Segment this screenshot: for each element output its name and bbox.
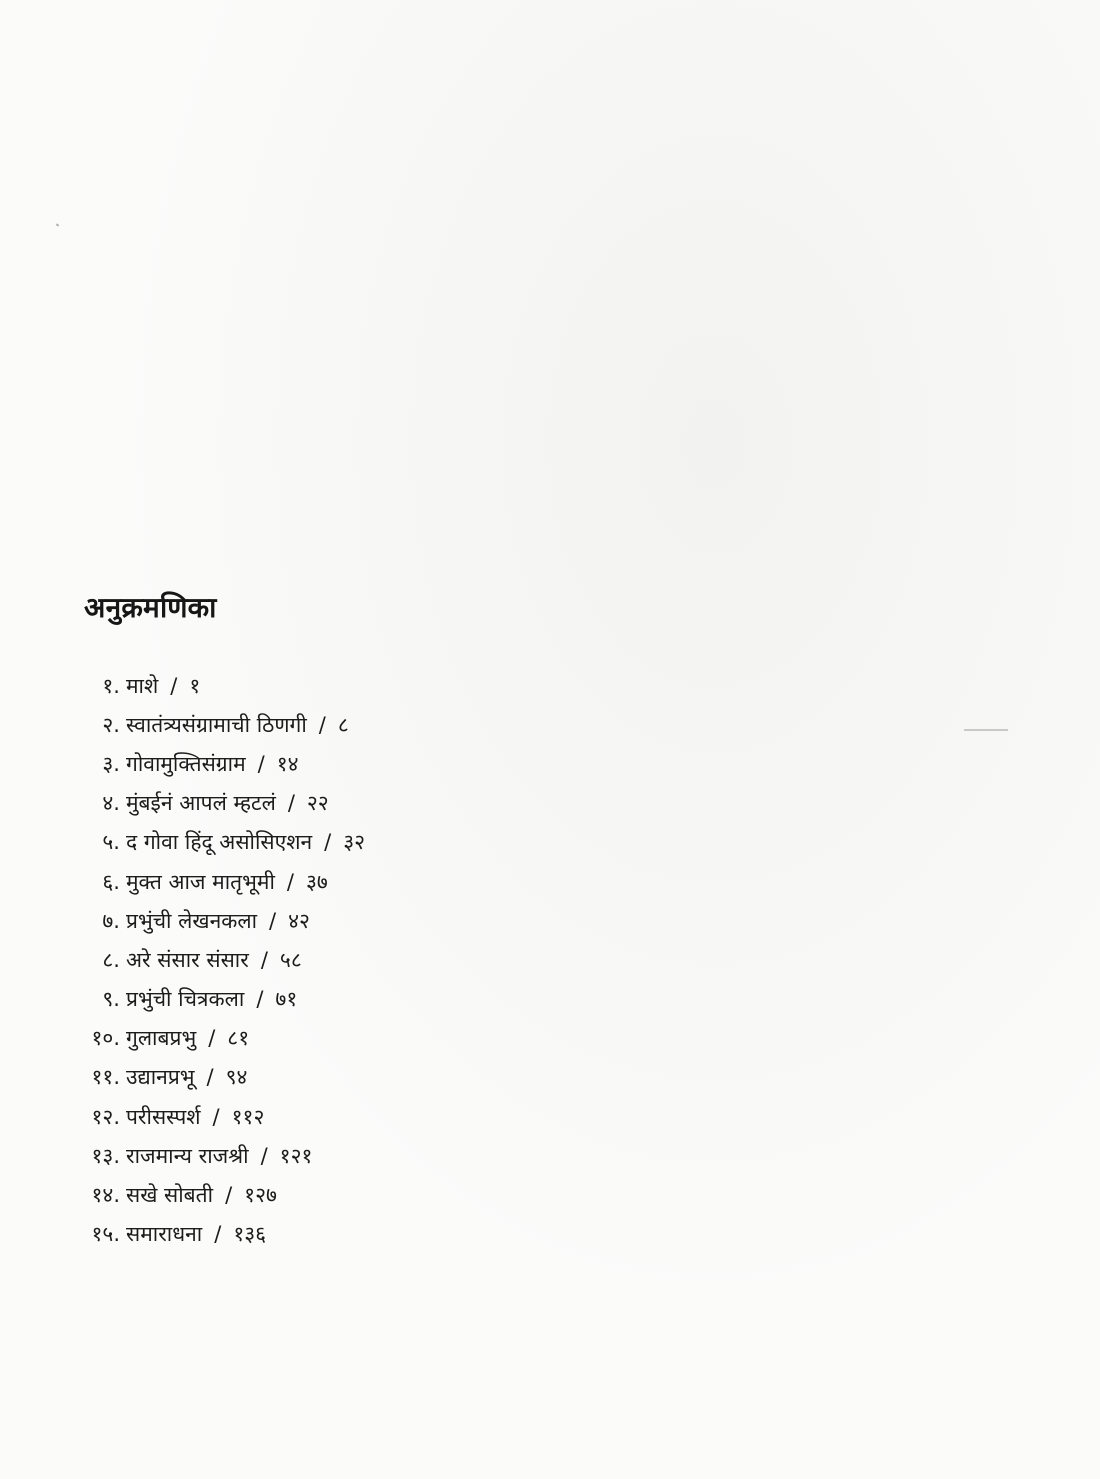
scan-mark [964, 729, 1008, 731]
scan-speck [56, 223, 60, 226]
toc-entry-number: ७. [102, 908, 120, 933]
toc-entry-number: १२. [91, 1104, 120, 1129]
toc-entry-title: द गोवा हिंदू असोसिएशन [126, 830, 313, 855]
toc-entry [70, 1215, 365, 1254]
toc-entry-title: प्रभुंची चित्रकला [126, 987, 245, 1012]
toc-entry-separator: / [260, 947, 268, 972]
toc-entry-title: समाराधना [126, 1222, 203, 1247]
toc-entry-number: ९. [102, 987, 120, 1012]
toc-entry-page: १३६ [233, 1222, 267, 1247]
toc-entry-number: १०. [91, 1026, 120, 1051]
toc-entry-title: परीसस्पर्श [126, 1104, 201, 1129]
toc-entry-separator: / [257, 751, 265, 776]
toc-entry-page: ३२ [343, 830, 366, 855]
toc-list [70, 666, 365, 1254]
toc-entry-number: ३. [102, 751, 120, 776]
toc-entry-number: १३. [91, 1143, 120, 1168]
toc-entry [70, 784, 365, 823]
toc-entry [70, 705, 365, 744]
toc-entry-title: मुंबईनं आपलं म्हटलं [126, 791, 276, 816]
toc-entry-separator: / [212, 1104, 220, 1129]
toc-entry [70, 666, 365, 705]
toc-entry-separator: / [286, 869, 294, 894]
toc-entry [70, 1097, 365, 1136]
toc-entry-page: १ [189, 673, 201, 698]
toc-entry-separator: / [269, 908, 277, 933]
toc-entry-number: १५. [91, 1222, 120, 1247]
toc-entry-number: ८. [102, 947, 120, 972]
toc-entry-number: ११. [91, 1065, 120, 1090]
toc-entry-page: ३७ [305, 869, 328, 894]
toc-entry-title: राजमान्य राजश्री [126, 1143, 249, 1168]
toc-entry-title: गुलाबप्रभु [126, 1026, 197, 1051]
toc-entry-separator: / [208, 1026, 216, 1051]
toc-entry-separator: / [225, 1183, 233, 1208]
toc-entry [70, 823, 365, 862]
toc-entry [70, 1058, 365, 1097]
toc-entry-separator: / [256, 987, 264, 1012]
toc-entry-page: १२७ [244, 1183, 277, 1208]
toc-entry-page: ९४ [225, 1065, 248, 1090]
toc-heading: अनुक्रमणिका [84, 591, 217, 624]
toc-entry-separator: / [260, 1143, 268, 1168]
toc-entry-number: ४. [102, 791, 120, 816]
toc-entry-separator: / [287, 791, 295, 816]
toc-entry-number: १. [102, 673, 120, 698]
toc-entry [70, 744, 365, 783]
toc-entry-title: अरे संसार संसार [126, 947, 249, 972]
toc-entry-page: २२ [306, 791, 329, 816]
toc-entry-page: ७१ [275, 987, 298, 1012]
toc-entry-number: २. [102, 712, 120, 737]
toc-entry-page: १४ [276, 751, 299, 776]
toc-entry-number: ५. [102, 830, 120, 855]
toc-entry-title: माशे [126, 673, 159, 698]
toc-entry-page: ८१ [227, 1026, 250, 1051]
toc-entry-title: सखे सोबती [126, 1183, 214, 1208]
toc-entry [70, 1019, 365, 1058]
toc-entry [70, 940, 365, 979]
toc-entry-separator: / [214, 1222, 222, 1247]
toc-entry-title: प्रभुंची लेखनकला [126, 908, 258, 933]
toc-entry-page: ४२ [288, 908, 310, 933]
toc-entry-title: उद्यानप्रभू [126, 1065, 195, 1090]
toc-entry [70, 980, 365, 1019]
toc-entry [70, 901, 365, 940]
toc-entry [70, 1136, 365, 1175]
toc-entry-number: १४. [91, 1183, 120, 1208]
toc-entry-page: ५८ [279, 947, 302, 972]
toc-entry-page: १२१ [279, 1143, 313, 1168]
toc-entry-title: स्वातंत्र्यसंग्रामाची ठिणगी [126, 712, 307, 737]
toc-entry-separator: / [318, 712, 326, 737]
toc-entry-title: गोवामुक्तिसंग्राम [126, 751, 246, 776]
toc-entry-number: ६. [102, 869, 120, 894]
toc-entry [70, 862, 365, 901]
toc-entry-page: ८ [337, 712, 349, 737]
toc-entry-separator: / [170, 673, 178, 698]
toc-entry-page: ११२ [231, 1104, 265, 1129]
toc-entry [70, 1175, 365, 1214]
toc-entry-separator: / [324, 830, 332, 855]
toc-entry-title: मुक्त आज मातृभूमी [126, 869, 275, 894]
toc-entry-separator: / [206, 1065, 214, 1090]
